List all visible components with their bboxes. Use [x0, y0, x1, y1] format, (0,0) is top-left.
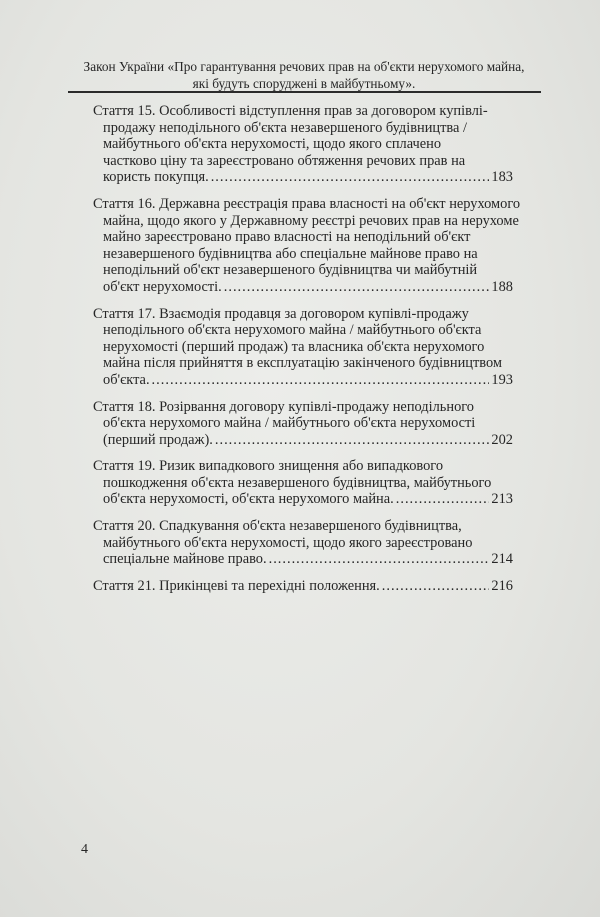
toc-page-number: 183 — [491, 169, 513, 186]
toc-entry-line: майбутнього об'єкта нерухомості, щодо якого зареєстровано — [103, 534, 473, 551]
toc-entry-line: Стаття 20. Спадкування об'єкта незавершеного будівництва, — [93, 518, 462, 535]
toc-entry-text: (перший продаж). — [103, 431, 213, 448]
header-rule — [68, 91, 541, 93]
dot-leader — [211, 169, 490, 186]
toc-entry — [93, 306, 513, 389]
dot-leader — [215, 432, 490, 449]
toc-entry-line: майна після прийняття в експлуатацію закінченого будівництвом — [103, 355, 503, 372]
toc-entry-line — [93, 169, 513, 186]
dot-leader — [269, 551, 490, 568]
toc-entry-line: Стаття 15. Особливості відступлення прав за договором купівлі- — [93, 103, 488, 119]
toc-entry-text: об'єкта нерухомості, об'єкта нерухомого майна. — [103, 491, 394, 508]
toc-entry — [93, 399, 513, 449]
running-header — [68, 58, 540, 92]
toc-entry-line: Стаття 16. Державна реєстрація права власності на об'єкт нерухомого — [93, 195, 521, 212]
toc-entry-line: Стаття 17. Взаємодія продавця за договором купівлі-продажу — [93, 305, 469, 322]
toc-entry-text: користь покупця. — [103, 169, 209, 186]
toc-entry-line — [93, 279, 513, 296]
toc-entry-line: неподільний об'єкт незавершеного будівництва чи майбутній — [103, 262, 478, 279]
toc-entry-line: неподільного об'єкта нерухомого майна / майбутнього об'єкта — [103, 322, 482, 339]
toc-page-number: 214 — [491, 551, 513, 568]
toc-entry-text: Стаття 21. Прикінцеві та перехідні положення. — [93, 577, 380, 594]
page-number: 4 — [81, 842, 88, 857]
toc-page-number: 213 — [491, 491, 513, 508]
toc-entry-line: Стаття 19. Ризик випадкового знищення або випадкового — [93, 458, 444, 475]
dot-leader — [396, 491, 490, 508]
table-of-contents — [93, 103, 521, 604]
toc-entry — [93, 578, 513, 595]
toc-entry-line: продажу неподільного об'єкта незавершеного будівництва / — [103, 119, 468, 136]
toc-entry-line: об'єкта нерухомого майна / майбутнього об'єкта нерухомості — [103, 415, 476, 432]
toc-entry-line — [93, 372, 513, 389]
toc-entry-line: Стаття 18. Розірвання договору купівлі-продажу неподільного — [93, 398, 475, 415]
toc-entry-line — [93, 432, 513, 449]
toc-entry-line: незавершеного будівництва або спеціальне майнове право на — [103, 245, 478, 262]
toc-entry-line: майбутнього об'єкта нерухомості, щодо якого сплачено — [103, 136, 442, 153]
header-line-1: Закон України «Про гарантування речових прав на об'єкти нерухомого майна, — [83, 59, 525, 74]
toc-entry — [93, 458, 513, 508]
header-line-2: які будуть споруджені в майбутньому». — [192, 76, 416, 91]
dot-leader — [224, 279, 490, 296]
toc-page-number: 188 — [491, 278, 513, 295]
toc-entry-line — [93, 491, 513, 508]
dot-leader — [152, 372, 490, 389]
toc-entry-line — [93, 578, 513, 595]
toc-entry — [93, 518, 513, 568]
toc-entry-text: спеціальне майнове право. — [103, 551, 267, 568]
toc-entry-line: пошкодження об'єкта незавершеного будівництва, майбутнього — [103, 474, 492, 491]
dot-leader — [382, 578, 490, 595]
toc-entry-text: об'єкта. — [103, 371, 150, 388]
toc-entry-text: об'єкт нерухомості. — [103, 278, 222, 295]
toc-entry-line: майна, щодо якого у Державному реєстрі речових прав на нерухоме — [103, 212, 519, 229]
toc-entry-line: нерухомості (перший продаж) та власника об'єкта нерухомого — [103, 338, 485, 355]
toc-page-number: 193 — [491, 371, 513, 388]
toc-entry-line: частково ціну та зареєстровано обтяження речових прав на — [103, 152, 466, 169]
toc-page-number: 216 — [491, 577, 513, 594]
toc-page-number: 202 — [491, 431, 513, 448]
toc-entry-line: майно зареєстровано право власності на неподільний об'єкт — [103, 229, 471, 246]
toc-entry — [93, 195, 521, 296]
toc-entry — [93, 103, 513, 186]
toc-entry-line — [93, 551, 513, 568]
